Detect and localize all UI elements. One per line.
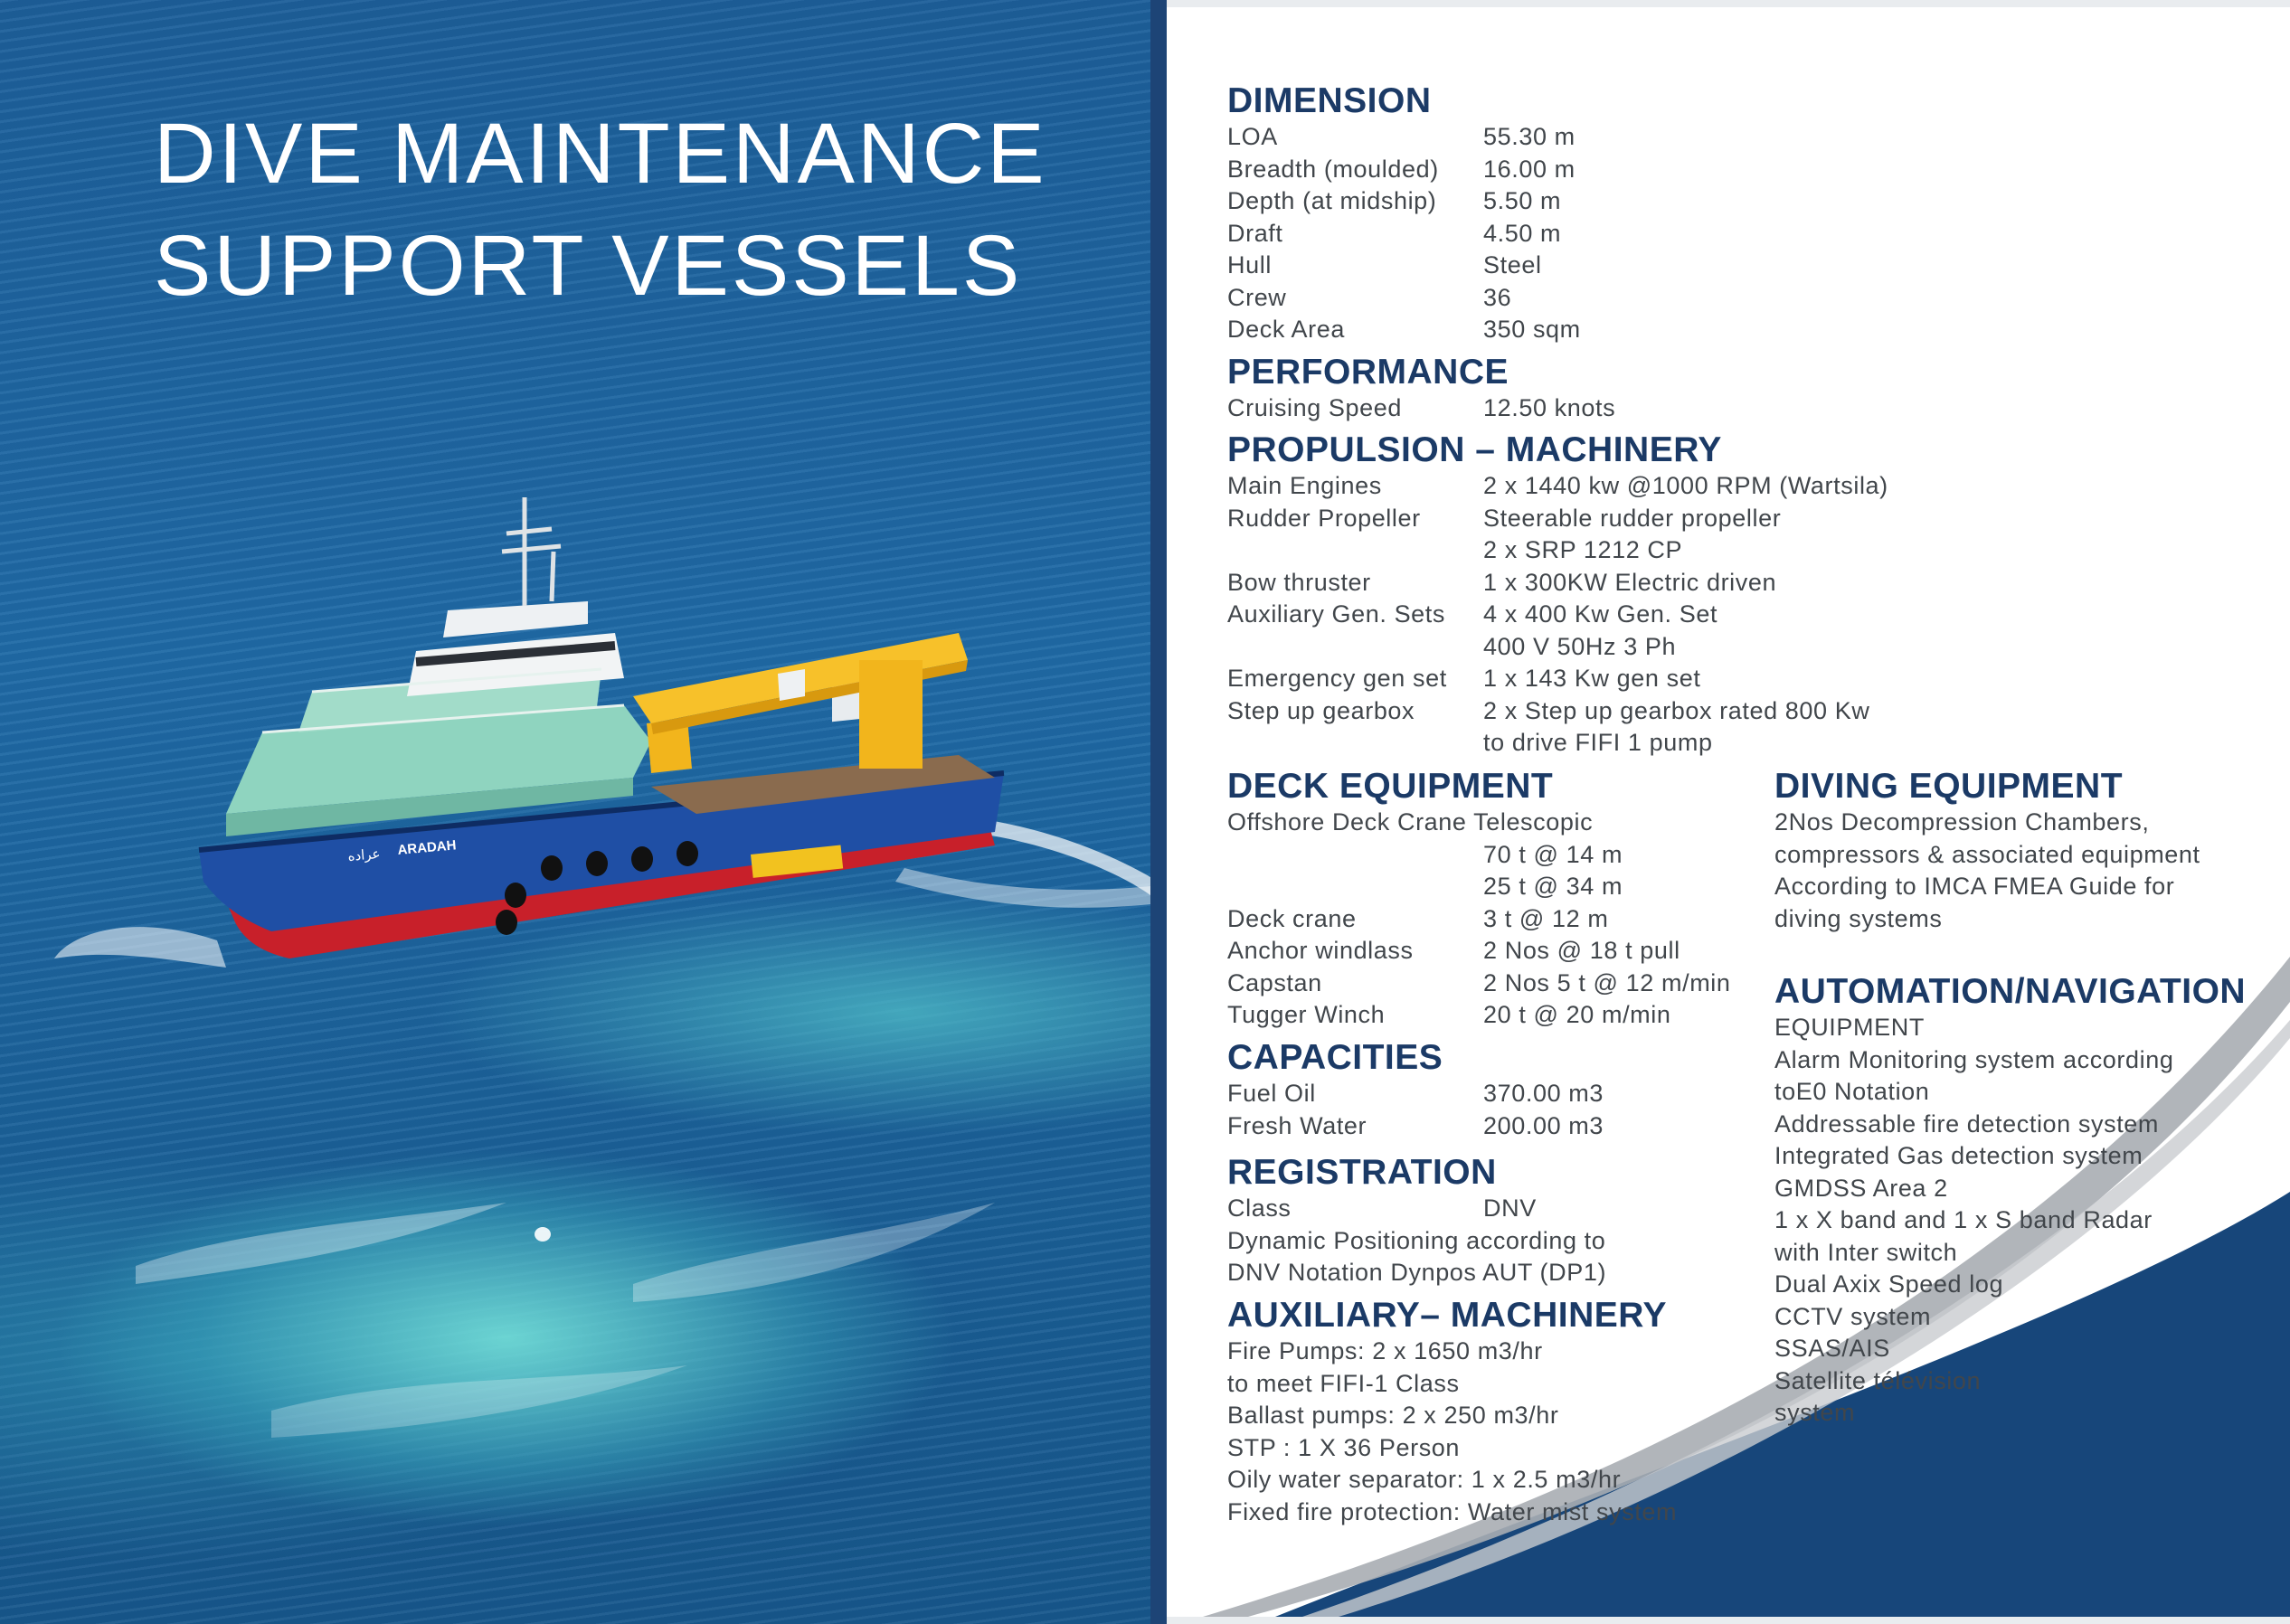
performance-heading: PERFORMANCE bbox=[1227, 353, 1509, 392]
registration-line: DNV Notation Dynpos AUT (DP1) bbox=[1227, 1259, 1607, 1286]
brochure-title bbox=[154, 98, 1047, 322]
deck-equipment-intro: Offshore Deck Crane Telescopic bbox=[1227, 808, 1594, 836]
auxiliary-line: Oily water separator: 1 x 2.5 m3/hr bbox=[1227, 1466, 1622, 1493]
mast bbox=[502, 497, 561, 606]
spec-label: Tugger Winch bbox=[1227, 1001, 1386, 1028]
spec-row bbox=[1227, 871, 1731, 903]
spec-row bbox=[1227, 903, 1731, 936]
spec-value: 2 x Step up gearbox rated 800 Kw bbox=[1483, 696, 1870, 724]
spec-row bbox=[1227, 534, 1888, 567]
registration-line: Dynamic Positioning according to bbox=[1227, 1226, 1606, 1254]
automation-line: Dual Axix Speed log bbox=[1774, 1270, 2004, 1298]
spec-value: 2 x SRP 1212 CP bbox=[1483, 536, 1683, 563]
spec-row bbox=[1227, 663, 1888, 695]
spec-value: Steel bbox=[1483, 251, 1542, 279]
spec-row bbox=[1227, 631, 1888, 664]
diving-equipment-section bbox=[1774, 767, 2200, 935]
spec-row bbox=[1227, 1110, 1604, 1143]
spec-value: 36 bbox=[1483, 283, 1512, 311]
spec-value: 370.00 m3 bbox=[1483, 1080, 1604, 1107]
spec-row bbox=[1227, 999, 1731, 1032]
spec-label: Deck Area bbox=[1227, 316, 1345, 343]
spec-row bbox=[1227, 727, 1888, 760]
vessel-name-arabic-label: عراده bbox=[346, 845, 382, 864]
spec-row bbox=[1227, 218, 1581, 250]
spec-row bbox=[1227, 250, 1581, 282]
spec-label bbox=[1227, 839, 1483, 872]
spec-label: Deck crane bbox=[1227, 904, 1357, 932]
auxiliary-heading: AUXILIARY– MACHINERY bbox=[1227, 1296, 1667, 1335]
automation-line: 1 x X band and 1 x S band Radar bbox=[1774, 1206, 2153, 1233]
spec-label: Cruising Speed bbox=[1227, 394, 1403, 421]
spec-value: 350 sqm bbox=[1483, 316, 1581, 343]
automation-navigation-section bbox=[1774, 972, 2246, 1430]
spec-row bbox=[1227, 935, 1731, 968]
spec-value: 5.50 m bbox=[1483, 187, 1562, 214]
spec-value: 16.00 m bbox=[1483, 155, 1576, 183]
spec-value: 70 t @ 14 m bbox=[1483, 840, 1623, 868]
spec-row bbox=[1227, 154, 1581, 186]
diving-line: diving systems bbox=[1774, 904, 1943, 932]
capacities-section bbox=[1227, 1038, 1604, 1142]
automation-line: Integrated Gas detection system bbox=[1774, 1142, 2143, 1169]
spec-label: Bow thruster bbox=[1227, 568, 1371, 596]
auxiliary-section bbox=[1227, 1296, 1677, 1528]
diving-line: compressors & associated equipment bbox=[1774, 840, 2200, 868]
spec-label: Fuel Oil bbox=[1227, 1080, 1316, 1107]
capacities-heading: CAPACITIES bbox=[1227, 1038, 1443, 1077]
spec-value: 25 t @ 34 m bbox=[1483, 873, 1623, 900]
spec-row bbox=[1227, 968, 1731, 1000]
title-line-2: SUPPORT VESSELS bbox=[154, 218, 1023, 314]
spec-value: 2 Nos @ 18 t pull bbox=[1483, 937, 1680, 964]
automation-heading: AUTOMATION/NAVIGATION bbox=[1774, 972, 2247, 1011]
auxiliary-line: to meet FIFI-1 Class bbox=[1227, 1369, 1460, 1397]
spec-row bbox=[1227, 695, 1888, 728]
automation-line: CCTV system bbox=[1774, 1302, 1932, 1330]
spec-label bbox=[1227, 631, 1483, 664]
spec-label: Auxiliary Gen. Sets bbox=[1227, 600, 1445, 628]
performance-section bbox=[1227, 353, 1615, 425]
wake-foam bbox=[54, 818, 1150, 1438]
spec-value: DNV bbox=[1483, 1194, 1537, 1222]
automation-line: Addressable fire detection system bbox=[1774, 1109, 2159, 1138]
spec-row bbox=[1227, 599, 1888, 631]
spec-value: 55.30 m bbox=[1483, 123, 1576, 150]
spec-row bbox=[1227, 1078, 1604, 1110]
auxiliary-line: STP : 1 X 36 Person bbox=[1227, 1433, 1461, 1461]
spec-label: Hull bbox=[1227, 251, 1272, 279]
spec-label: Draft bbox=[1227, 219, 1283, 247]
spec-label: Main Engines bbox=[1227, 472, 1382, 499]
spec-row bbox=[1227, 503, 1888, 535]
spec-value: 20 t @ 20 m/min bbox=[1483, 1001, 1671, 1028]
diving-line: According to IMCA FMEA Guide for bbox=[1774, 873, 2175, 900]
deck-equipment-heading: DECK EQUIPMENT bbox=[1227, 767, 1554, 806]
deck-equipment-section bbox=[1227, 767, 1731, 1032]
spec-label bbox=[1227, 727, 1483, 760]
automation-line: toE0 Notation bbox=[1774, 1078, 1930, 1105]
automation-subheading: EQUIPMENT bbox=[1774, 1014, 1925, 1041]
spec-row bbox=[1227, 121, 1581, 154]
dimension-section bbox=[1227, 81, 1581, 346]
spec-value: 200.00 m3 bbox=[1483, 1111, 1604, 1139]
spec-row bbox=[1227, 1193, 1606, 1225]
propulsion-heading: PROPULSION – MACHINERY bbox=[1227, 430, 1722, 469]
spec-value: 1 x 300KW Electric driven bbox=[1483, 568, 1777, 596]
registration-heading: REGISTRATION bbox=[1227, 1153, 1497, 1192]
panel-divider bbox=[1150, 0, 1167, 1624]
spec-label: Fresh Water bbox=[1227, 1111, 1367, 1139]
spec-value: 4.50 m bbox=[1483, 219, 1562, 247]
spec-label: Emergency gen set bbox=[1227, 665, 1447, 692]
spec-label: Breadth (moulded) bbox=[1227, 155, 1439, 183]
vessel-name-label: ARADAH bbox=[396, 837, 458, 858]
spec-label: Depth (at midship) bbox=[1227, 187, 1437, 214]
spec-value: 400 V 50Hz 3 Ph bbox=[1483, 632, 1677, 660]
spec-row bbox=[1227, 392, 1615, 425]
spec-value: 4 x 400 Kw Gen. Set bbox=[1483, 600, 1718, 628]
crane bbox=[633, 633, 968, 773]
automation-line: Alarm Monitoring system according bbox=[1774, 1045, 2174, 1073]
registration-section bbox=[1227, 1153, 1606, 1289]
auxiliary-line: Ballast pumps: 2 x 250 m3/hr bbox=[1227, 1402, 1559, 1429]
spec-label: Capstan bbox=[1227, 968, 1322, 996]
propulsion-section bbox=[1227, 430, 1888, 760]
spec-label: Crew bbox=[1227, 283, 1287, 311]
auxiliary-line: Fixed fire protection: Water mist system bbox=[1227, 1497, 1678, 1525]
spec-label bbox=[1227, 534, 1483, 567]
spec-value: 12.50 knots bbox=[1483, 394, 1616, 421]
automation-line: Satellite télévision bbox=[1774, 1366, 1982, 1394]
title-line-1: DIVE MAINTENANCE bbox=[154, 106, 1047, 202]
dimension-heading: DIMENSION bbox=[1227, 81, 1432, 120]
auxiliary-line: Fire Pumps: 2 x 1650 m3/hr bbox=[1227, 1337, 1543, 1364]
spec-row bbox=[1227, 567, 1888, 600]
diving-equipment-heading: DIVING EQUIPMENT bbox=[1774, 767, 2124, 806]
automation-line: GMDSS Area 2 bbox=[1774, 1174, 1948, 1202]
spec-row bbox=[1227, 185, 1581, 218]
spec-row bbox=[1227, 470, 1888, 503]
spec-row bbox=[1227, 839, 1731, 872]
spec-label: LOA bbox=[1227, 123, 1278, 150]
spec-value: 2 x 1440 kw @1000 RPM (Wartsila) bbox=[1483, 472, 1888, 499]
spec-value: 1 x 143 Kw gen set bbox=[1483, 665, 1701, 692]
specifications-panel bbox=[1167, 7, 2290, 1617]
spec-value: Steerable rudder propeller bbox=[1483, 504, 1782, 532]
spec-label: Class bbox=[1227, 1194, 1292, 1222]
diving-line: 2Nos Decompression Chambers, bbox=[1774, 808, 2150, 836]
automation-line: with Inter switch bbox=[1774, 1238, 1958, 1266]
spec-row bbox=[1227, 314, 1581, 346]
spec-label: Rudder Propeller bbox=[1227, 504, 1421, 532]
automation-line: SSAS/AIS bbox=[1774, 1335, 1890, 1362]
spec-value: 2 Nos 5 t @ 12 m/min bbox=[1483, 968, 1731, 996]
spec-value: 3 t @ 12 m bbox=[1483, 904, 1609, 932]
spec-value: to drive FIFI 1 pump bbox=[1483, 729, 1713, 756]
spec-label: Step up gearbox bbox=[1227, 696, 1415, 724]
automation-line: system bbox=[1774, 1399, 1856, 1426]
spec-label: Anchor windlass bbox=[1227, 937, 1414, 964]
spec-row bbox=[1227, 282, 1581, 315]
spec-label bbox=[1227, 871, 1483, 903]
